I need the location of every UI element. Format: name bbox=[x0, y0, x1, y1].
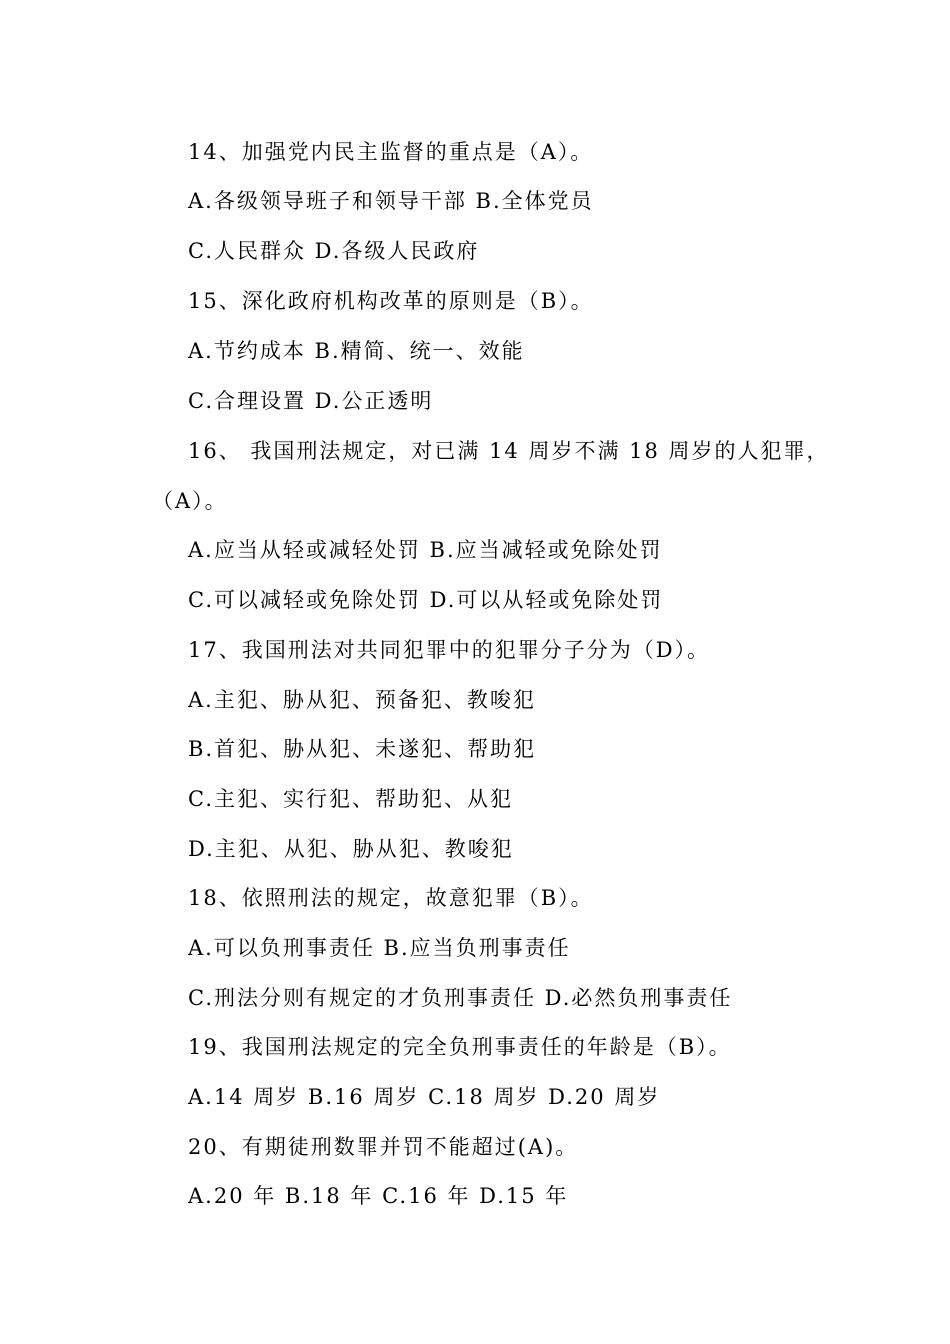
question-20-stem: 20、有期徒刑数罪并罚不能超过(A)。 bbox=[188, 1135, 579, 1159]
question-18-option-line: C.刑法分则有规定的才负刑事责任 D.必然负刑事责任 bbox=[188, 986, 733, 1010]
question-16-stem: 16、 我国刑法规定，对已满 14 周岁不满 18 周岁的人犯罪， bbox=[188, 439, 830, 463]
question-20-option-line: A.20 年 B.18 年 C.16 年 D.15 年 bbox=[188, 1184, 569, 1208]
question-19-stem: 19、我国刑法规定的完全负刑事责任的年龄是（B）。 bbox=[188, 1035, 732, 1059]
question-14-option-line: C.人民群众 D.各级人民政府 bbox=[188, 239, 480, 263]
question-17-option-line: B.首犯、胁从犯、未遂犯、帮助犯 bbox=[188, 737, 537, 761]
question-15-stem: 15、深化政府机构改革的原则是（B）。 bbox=[188, 289, 594, 313]
question-19-option-line: A.14 周岁 B.16 周岁 C.18 周岁 D.20 周岁 bbox=[188, 1085, 661, 1109]
question-18-stem: 18、依照刑法的规定，故意犯罪（B）。 bbox=[188, 886, 594, 910]
question-17-option-line: C.主犯、实行犯、帮助犯、从犯 bbox=[188, 787, 513, 811]
question-17-stem: 17、我国刑法对共同犯罪中的犯罪分子分为（D）。 bbox=[188, 638, 711, 662]
question-15-option-line: C.合理设置 D.公正透明 bbox=[188, 389, 434, 413]
question-18-option-line: A.可以负刑事责任 B.应当负刑事责任 bbox=[188, 936, 571, 960]
question-17-option-line: A.主犯、胁从犯、预备犯、教唆犯 bbox=[188, 688, 536, 712]
question-17-option-line: D.主犯、从犯、胁从犯、教唆犯 bbox=[188, 837, 514, 861]
question-14-stem: 14、加强党内民主监督的重点是（A）。 bbox=[188, 140, 594, 164]
question-15-option-line: A.节约成本 B.精简、统一、效能 bbox=[188, 339, 525, 363]
question-14-option-line: A.各级领导班子和领导干部 B.全体党员 bbox=[188, 189, 594, 213]
question-16-option-line: C.可以减轻或免除处罚 D.可以从轻或免除处罚 bbox=[188, 588, 664, 612]
question-16-option-line: A.应当从轻或减轻处罚 B.应当减轻或免除处罚 bbox=[188, 538, 663, 562]
question-16-stem-continuation: （A）。 bbox=[152, 489, 228, 513]
